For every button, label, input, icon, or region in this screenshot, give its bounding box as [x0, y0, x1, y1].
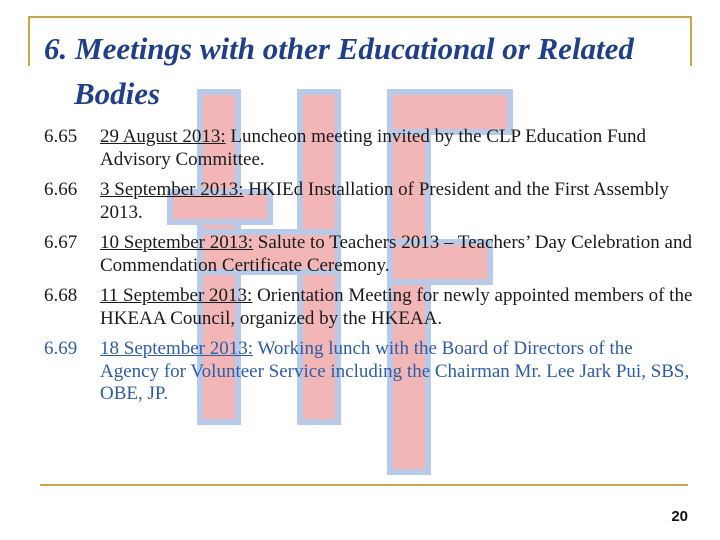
frame-bottom-rule [40, 484, 688, 486]
slide-title [44, 26, 684, 116]
meeting-item [44, 232, 694, 277]
item-number: 6.68 [44, 285, 78, 306]
item-date: 18 September 2013: [100, 338, 254, 359]
item-date: 3 September 2013: [100, 179, 244, 200]
meeting-list [44, 126, 694, 414]
item-text: Salute to Teachers 2013 – Teachers’ Day Celebration and Commendation Certificate Ceremony. [100, 232, 692, 276]
meeting-item [44, 338, 694, 406]
item-number: 6.69 [44, 338, 78, 359]
item-body [100, 232, 694, 277]
item-text: Luncheon meeting invited by the CLP Education Fund Advisory Committee. [100, 126, 647, 170]
item-body [100, 338, 694, 406]
item-text: Orientation Meeting for newly appointed members of the HKEAA Council, organized by the HKEAA. [100, 285, 693, 329]
item-body [100, 179, 694, 224]
item-number: 6.67 [44, 232, 78, 253]
item-body [100, 285, 694, 330]
title-line-2: Bodies [74, 76, 161, 111]
item-number: 6.65 [44, 126, 78, 147]
item-date: 29 August 2013: [100, 126, 226, 147]
meeting-item [44, 285, 694, 330]
meeting-item [44, 126, 694, 171]
meeting-item [44, 179, 694, 224]
item-text: HKIEd Installation of President and the First Assembly 2013. [100, 179, 669, 223]
item-date: 10 September 2013: [100, 232, 254, 253]
item-date: 11 September 2013: [100, 285, 253, 306]
item-number: 6.66 [44, 179, 78, 200]
item-body [100, 126, 694, 171]
page-number: 20 [671, 508, 688, 525]
item-text: Working lunch with the Board of Directors of the Agency for Volunteer Service including the Chairman Mr. Lee Jark Pui, SBS, OBE, JP. [100, 338, 690, 404]
frame-right-rule [690, 16, 692, 66]
frame-left-rule [28, 16, 30, 66]
frame-top-rule [28, 16, 692, 18]
title-line-1: 6. Meetings with other Educational or Related [44, 31, 634, 66]
